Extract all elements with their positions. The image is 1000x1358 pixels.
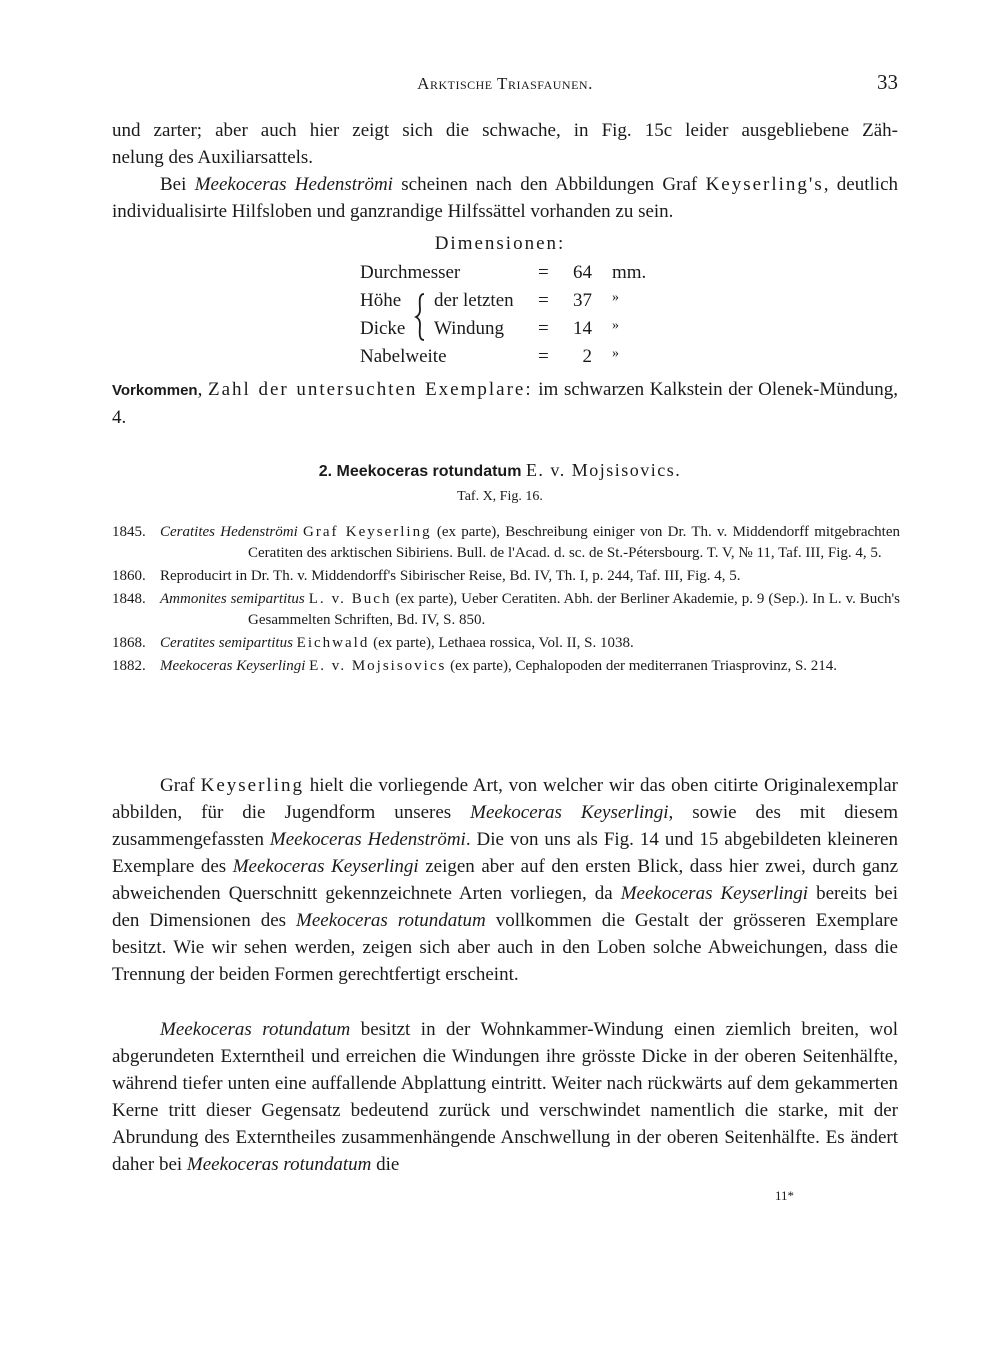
dimension-label: Durchmesser: [360, 262, 461, 283]
occurrence-label: Vorkommen: [112, 382, 198, 399]
synonymy-author: Eichwald: [296, 635, 370, 651]
paragraph-3-text: bereits bei den Dimensionen des: [112, 883, 898, 931]
synonymy-text: (ex parte), Lethaea rossica, Vol. II, S. 1038.: [369, 635, 634, 651]
page-header: [112, 70, 898, 100]
occurrence-paragraph: [112, 376, 898, 431]
species-name: Meekoceras rotundatum: [160, 1019, 351, 1040]
comma: ,: [197, 379, 208, 400]
synonymy-year: 1845.: [112, 524, 146, 540]
dimension-label: Nabelweite: [360, 346, 447, 367]
synonymy-entry: [112, 589, 900, 631]
equals-sign: =: [538, 290, 549, 311]
synonymy-entry: [112, 566, 900, 587]
dimension-unit: »: [612, 346, 619, 361]
page-number: 33: [877, 70, 898, 94]
species-name: Meekoceras rotundatum: [296, 910, 486, 931]
paragraph-3-text: Graf: [160, 775, 201, 796]
synonymy-list: [112, 522, 900, 679]
species-heading-name: 2. Meekoceras rotundatum: [318, 463, 522, 480]
occurrence-spaced-text: Zahl der untersuchten Exemplare:: [207, 379, 533, 400]
dimension-value: 64: [573, 262, 592, 283]
paragraph-1-line-1: und zarter; aber auch hier zeigt sich die schwache, in Fig. 15c leider ausgebliebene Zäh-: [112, 120, 898, 141]
synonymy-entry: [112, 656, 900, 677]
running-title: Arktische Triasfaunen.: [417, 74, 593, 93]
paragraph-3-text: , sowie des mit diesem zusammengefassten: [112, 802, 898, 850]
synonymy-year: 1848.: [112, 591, 146, 607]
author-name: Keyserling's: [705, 174, 824, 195]
paragraph-3: [112, 772, 898, 988]
synonymy-text: Reproducirt in Dr. Th. v. Middendorff's Sibirischer Reise, Bd. IV, Th. I, p. 244, Taf. III, Fig. 4, 5.: [160, 568, 741, 584]
paragraph-4-text: besitzt in der Wohnkammer-Windung einen ziemlich breiten, wol abgerundeten Externtheil und erreichen die Windungen ihre grösste Dicke in der oberen Seitenhälfte, während tiefer unten eine auffallende Abplattung eintritt. Weiter nach rückwärts auf dem gekammerten Kerne tritt dieser Gegensatz bedeutend zurück und verschwindet namentlich die starke, mit der Abrundung des Externtheiles zusammenhängende Anschwellung in der oberen Seitenhälfte. Es ändert daher bei: [112, 1019, 898, 1175]
synonymy-entry: [112, 633, 900, 654]
species-name: Meekoceras Keyserlingi: [232, 856, 419, 877]
synonymy-text: (ex parte), Ueber Ceratiten. Abh. der Berliner Akademie, p. 9 (Sep.). In L. v. Buch's Gesammelten Schriften, Bd. IV, S. 850.: [248, 591, 900, 628]
synonymy-year: 1882.: [112, 658, 146, 674]
synonymy-text: (ex parte), Cephalopoden der mediterranen Triasprovinz, S. 214.: [446, 658, 838, 674]
plate-reference: Taf. X, Fig. 16.: [457, 489, 543, 504]
dimension-unit: mm.: [612, 262, 647, 283]
species-name: Meekoceras Keyserlingi: [620, 883, 809, 904]
synonymy-year: 1868.: [112, 635, 146, 651]
paragraph-2-text: , deutlich individualisirte Hilfsloben und ganzrandige Hilfssättel vorhanden zu sein.: [112, 174, 899, 222]
synonymy-taxon: Meekoceras Keyserlingi: [160, 658, 306, 674]
paragraph-4-text: die: [371, 1154, 400, 1175]
dimension-sublabel: der letzten: [434, 290, 514, 311]
synonymy-taxon: Ceratites Hedenströmi: [160, 524, 298, 540]
occurrence-text: im schwarzen Kalkstein der Olenek-Mündung, 4.: [112, 379, 899, 428]
synonymy-taxon: Ceratites semipartitus: [160, 635, 293, 651]
species-heading-author: E. v. Mojsisovics.: [525, 460, 682, 480]
dimension-unit: »: [612, 318, 619, 333]
species-name: Meekoceras rotundatum: [186, 1154, 372, 1175]
paragraph-1-line-2: nelung des Auxiliarsattels.: [112, 147, 314, 168]
paragraph-3-text: hielt die vorliegende Art, von welcher wir das oben citirte Originalexemplar abbilden, für die Jugendform unseres: [112, 775, 898, 823]
brace-icon: [414, 292, 428, 342]
signature-mark: 11*: [775, 1188, 795, 1203]
synonymy-taxon: Ammonites semipartitus: [160, 591, 305, 607]
dimension-value: 37: [573, 290, 592, 311]
equals-sign: =: [538, 318, 549, 339]
equals-sign: =: [538, 262, 549, 283]
paragraph-2: [112, 171, 898, 225]
synonymy-author: Graf Keyserling: [303, 524, 432, 540]
paragraph-2-text: Bei: [160, 174, 195, 195]
author-name: Keyserling: [200, 775, 304, 796]
equals-sign: =: [538, 346, 549, 367]
species-name: Meekoceras Hedenströmi: [269, 829, 466, 850]
synonymy-entry: [112, 522, 900, 564]
paragraph-2-text: scheinen nach den Abbildungen Graf: [392, 174, 706, 195]
species-heading: [0, 460, 1000, 481]
dimension-sublabel: Windung: [434, 318, 504, 339]
paragraph-3-text: zeigen aber auf den ersten Blick, dass hier zwei, durch ganz abweichenden Querschnitt gekennzeichnete Arten vorliegen, da: [112, 856, 898, 904]
paragraph-3-text: . Die von uns als Fig. 14 und 15 abgebildeten kleineren Exemplare des: [112, 829, 898, 877]
dimension-label: Höhe: [360, 290, 402, 311]
synonymy-author: E. v. Mojsisovics: [309, 658, 447, 674]
synonymy-year: 1860.: [112, 568, 146, 584]
paragraph-3-text: vollkommen die Gestalt der grösseren Exemplare besitzt. Wie wir sehen werden, zeigen sich aber auch in den Loben solche Abweichungen, dass die Trennung der beiden Formen gerechtfertigt erscheint.: [112, 910, 899, 985]
dimension-label: Dicke: [360, 318, 406, 339]
species-name: Meekoceras Hedenströmi: [194, 174, 393, 195]
paragraph-1: [112, 117, 898, 171]
dimension-value: 2: [582, 346, 592, 367]
synonymy-author: L. v. Buch: [308, 591, 392, 607]
dimension-value: 14: [573, 318, 592, 339]
dimension-unit: »: [612, 290, 619, 305]
paragraph-4: [112, 1016, 898, 1178]
species-name: Meekoceras Keyserlingi: [470, 802, 669, 823]
dimensions-title: Dimensionen:: [434, 233, 566, 254]
synonymy-text: (ex parte), Beschreibung einiger von Dr. Th. v. Middendorff mitgebrachten Ceratiten des arktischen Sibiriens. Bull. de l'Acad. d. sc. de St.-Pétersbourg. T. V, № 11, Taf. III, Fig. 4, 5.: [248, 524, 901, 561]
